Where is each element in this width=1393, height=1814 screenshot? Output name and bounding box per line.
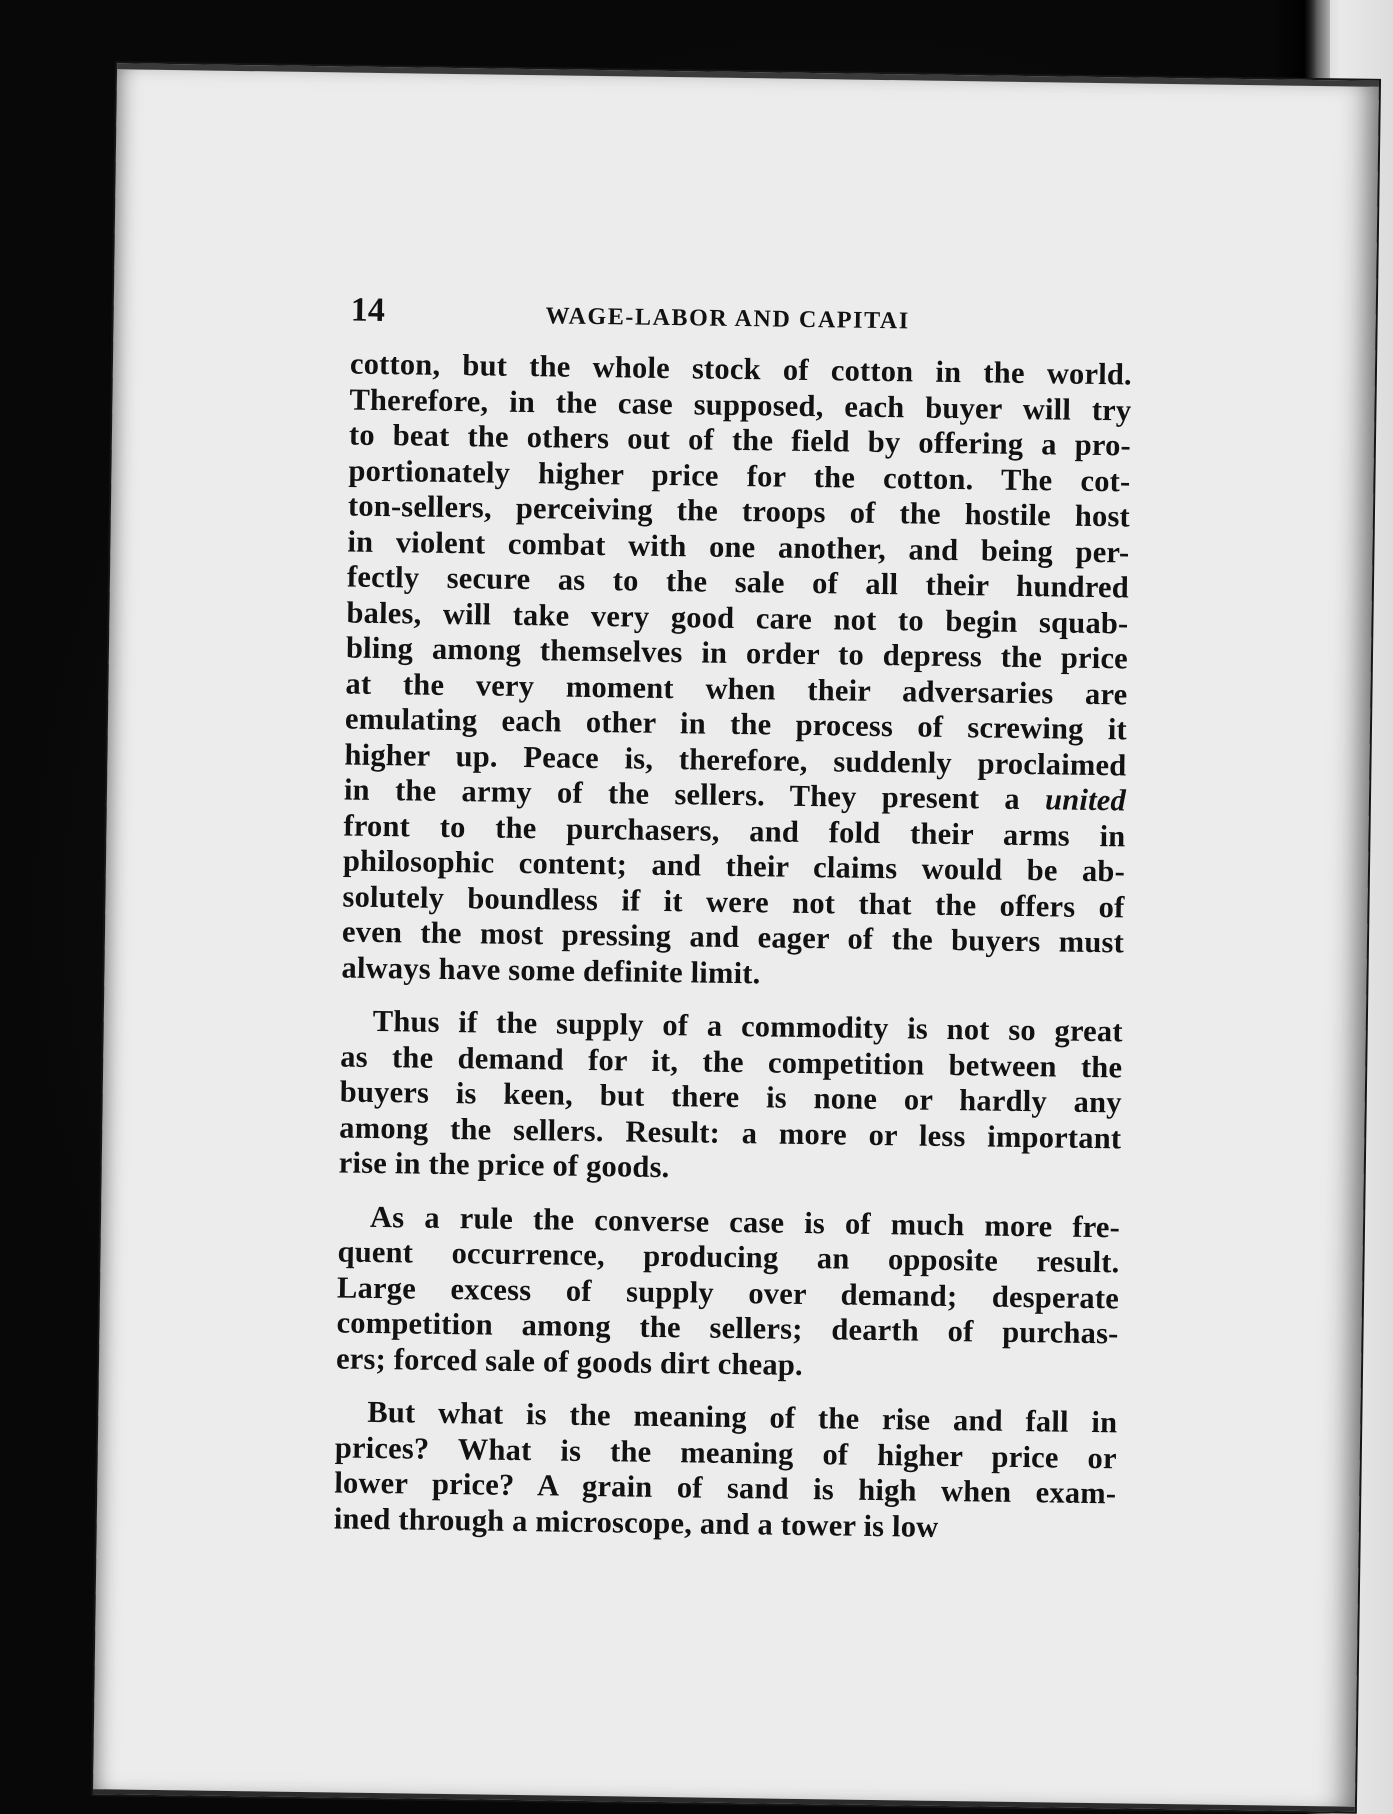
- text-line: buyers is keen, but there is none or hardly any: [339, 1074, 1122, 1120]
- page-number: 14: [350, 291, 386, 330]
- text-line: as the demand for it, the competition between the: [340, 1038, 1123, 1084]
- text-line: Therefore, in the case supposed, each buyer will try: [349, 382, 1132, 427]
- text-line: competition among the sellers; dearth of purchas-: [336, 1305, 1119, 1351]
- text-line: cotton, but the whole stock of cotton in the world.: [349, 346, 1133, 392]
- text-line: As a rule the converse case is of much more fre-: [369, 1199, 1121, 1244]
- text-line: Large excess of supply over demand; desperate: [336, 1269, 1120, 1315]
- text-line: prices? What is the meaning of higher price or: [334, 1429, 1118, 1475]
- text-line: solutely boundless if it were not that the offers of: [342, 879, 1125, 924]
- running-head: [350, 293, 1133, 358]
- text-line: higher up. Peace is, therefore, suddenly proclaimed: [344, 737, 1127, 782]
- text-line: philosophic content; and their claims would be ab-: [342, 843, 1126, 889]
- text-line: But what is the meaning of the rise and fall in: [367, 1394, 1118, 1440]
- text-line: bales, will take very good care not to begin squab-: [346, 595, 1129, 640]
- text-line: emulating each other in the process of screwing it: [344, 701, 1128, 747]
- text-line: even the most pressing and eager of the buyers must: [341, 914, 1125, 960]
- text-line: ton-sellers, perceiving the troops of the hostile host: [347, 488, 1131, 534]
- text-line: portionately higher price for the cotton. The cot-: [348, 453, 1131, 498]
- text-line: always have some definite limit.: [341, 949, 761, 990]
- text-line: to beat the others out of the field by offering a pro-: [348, 417, 1132, 463]
- text-line: quent occurrence, producing an opposite result.: [337, 1234, 1120, 1280]
- text-line: bling among themselves in order to depress the price: [345, 630, 1129, 676]
- paragraph: [341, 347, 1132, 997]
- book-page: [93, 63, 1379, 1811]
- text-line: rise in the price of goods.: [338, 1145, 670, 1185]
- text-line: ers; forced sale of goods dirt cheap.: [335, 1340, 804, 1382]
- text-line: fectly secure as to the sale of all their hundred: [346, 559, 1130, 605]
- emphasized-word: united: [1044, 782, 1127, 818]
- text-line: in the army of the sellers. They present a united: [343, 772, 1127, 818]
- body-text: [334, 347, 1133, 1548]
- paragraph: [334, 1394, 1118, 1547]
- text-line: Thus if the supply of a commodity is not so great: [372, 1003, 1123, 1049]
- text-line: in violent combat with one another, and being per-: [347, 524, 1130, 569]
- running-title: WAGE-LABOR AND CAPITAI: [545, 303, 910, 335]
- text-block: [334, 293, 1133, 1548]
- text-line: ined through a microscope, and a tower is low: [333, 1500, 939, 1544]
- paragraph: [336, 1199, 1120, 1387]
- text-line: lower price? A grain of sand is high when exam-: [334, 1465, 1117, 1511]
- text-line: at the very moment when their adversaries are: [345, 666, 1128, 711]
- paragraph: [339, 1003, 1123, 1191]
- text-line: among the sellers. Result: a more or less important: [339, 1109, 1122, 1155]
- text-line: front to the purchasers, and fold their arms in: [343, 808, 1126, 853]
